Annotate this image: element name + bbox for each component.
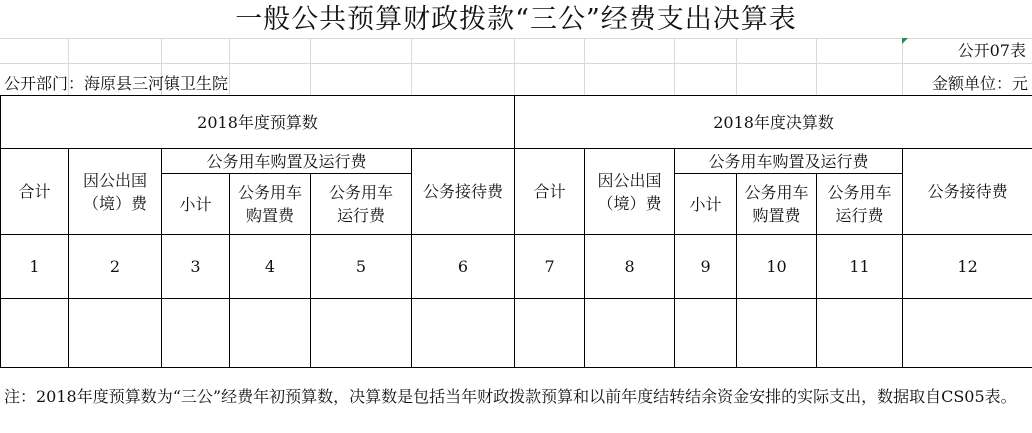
column-number: 3 xyxy=(162,235,230,299)
header-vehicle-purchase xyxy=(737,174,817,235)
value-cell[interactable] xyxy=(1,299,69,368)
expenditure-table xyxy=(0,95,1032,368)
gridline xyxy=(0,38,1032,39)
value-cell[interactable] xyxy=(585,299,675,368)
value-cell[interactable] xyxy=(412,299,515,368)
header-abroad-line2: （境）费 xyxy=(597,193,662,213)
gridline xyxy=(514,38,515,95)
column-number: 2 xyxy=(69,235,162,299)
gridline xyxy=(229,38,230,95)
value-cell[interactable] xyxy=(162,299,230,368)
column-number: 8 xyxy=(585,235,675,299)
header-abroad xyxy=(69,149,162,235)
header-abroad-line1: 因公出国 xyxy=(597,170,662,190)
value-cell[interactable] xyxy=(903,299,1032,368)
value-cell[interactable] xyxy=(311,299,412,368)
header-abroad xyxy=(585,149,675,235)
header-operation-line1: 公务用车 xyxy=(827,183,892,202)
header-operation-line2: 运行费 xyxy=(835,206,884,225)
gridline xyxy=(902,38,903,95)
value-cell[interactable] xyxy=(737,299,817,368)
header-operation-line1: 公务用车 xyxy=(328,183,393,202)
header-total: 合计 xyxy=(515,149,585,235)
column-number: 10 xyxy=(737,235,817,299)
column-number: 1 xyxy=(1,235,69,299)
header-subtotal: 小计 xyxy=(162,174,230,235)
gridline xyxy=(736,38,737,95)
column-number: 9 xyxy=(675,235,737,299)
gridline xyxy=(674,38,675,95)
header-purchase-line1: 公务用车 xyxy=(237,183,302,202)
footnote: 注：2018年度预算数为“三公”经费年初预算数，决算数是包括当年财政拨款预算和以前年度结转结余资金安排的实际支出，数据取自CS05表。 xyxy=(4,387,1017,406)
value-cell[interactable] xyxy=(69,299,162,368)
header-vehicle-group: 公务用车购置及运行费 xyxy=(675,149,903,174)
header-vehicle-operation xyxy=(311,174,412,235)
value-cell[interactable] xyxy=(230,299,311,368)
header-vehicle-group: 公务用车购置及运行费 xyxy=(162,149,412,174)
header-purchase-line1: 公务用车 xyxy=(744,183,809,202)
group-header-final: 2018年度决算数 xyxy=(515,96,1032,149)
form-code: 公开07表 xyxy=(957,41,1026,60)
header-purchase-line2: 购置费 xyxy=(245,206,294,225)
group-header-budget: 2018年度预算数 xyxy=(1,96,515,149)
header-total: 合计 xyxy=(1,149,69,235)
column-number: 4 xyxy=(230,235,311,299)
value-cell[interactable] xyxy=(817,299,903,368)
gridline xyxy=(816,38,817,95)
gridline xyxy=(411,38,412,95)
header-purchase-line2: 购置费 xyxy=(752,206,801,225)
header-reception: 公务接待费 xyxy=(903,149,1032,235)
department-label: 公开部门：海原县三河镇卫生院 xyxy=(4,74,229,93)
header-vehicle-purchase xyxy=(230,174,311,235)
page-title: 一般公共预算财政拨款“三公”经费支出决算表 xyxy=(235,4,797,35)
unit-label: 金额单位：元 xyxy=(931,74,1028,93)
gridline xyxy=(0,63,1032,64)
header-operation-line2: 运行费 xyxy=(336,206,385,225)
header-vehicle-operation xyxy=(817,174,903,235)
column-number: 5 xyxy=(311,235,412,299)
header-abroad-line2: （境）费 xyxy=(82,193,147,213)
gridline xyxy=(310,38,311,95)
column-number: 11 xyxy=(817,235,903,299)
value-cell[interactable] xyxy=(675,299,737,368)
cell-comment-marker xyxy=(902,38,908,44)
column-number: 6 xyxy=(412,235,515,299)
column-number: 7 xyxy=(515,235,585,299)
column-number: 12 xyxy=(903,235,1032,299)
header-abroad-line1: 因公出国 xyxy=(82,170,147,190)
gridline xyxy=(584,38,585,95)
header-reception: 公务接待费 xyxy=(412,149,515,235)
value-cell[interactable] xyxy=(515,299,585,368)
header-subtotal: 小计 xyxy=(675,174,737,235)
